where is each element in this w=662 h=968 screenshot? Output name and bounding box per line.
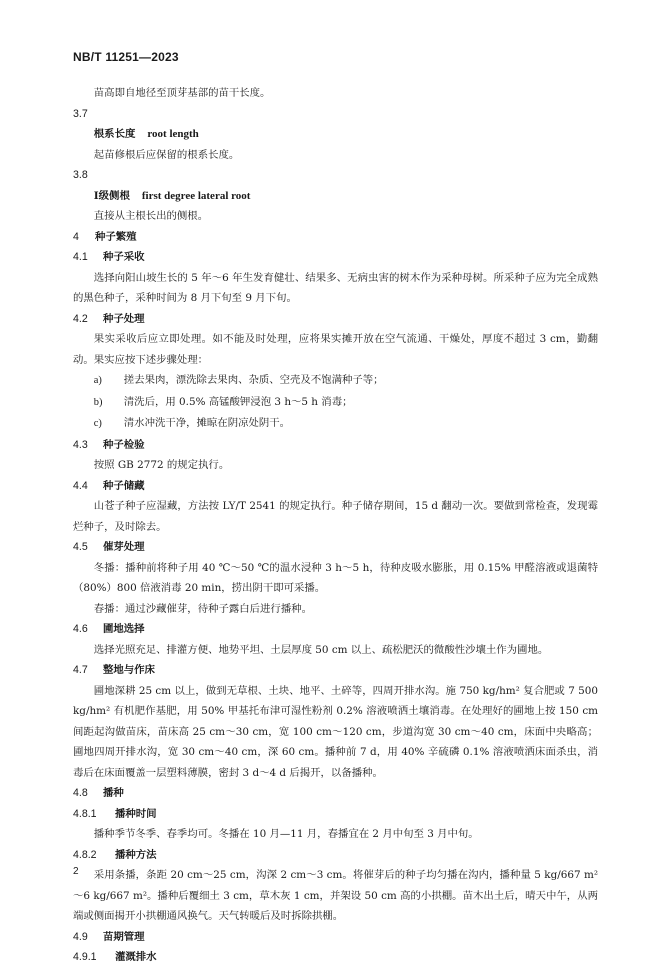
document-body	[73, 83, 598, 968]
section-4-7-text: 圃地深耕 25 cm 以上，做到无草根、土块、地平、土碎等，四周开排水沟。施 750 kg/hm² 复合肥或 7 500 kg/hm² 有机肥作基肥，用 50% 甲基托布津可湿性粉剂 0.2% 溶液喷洒土壤消毒。在处理好的圃地上按 150 cm 间距起沟做苗床，苗床高 25 cm～30 cm，宽 100 cm～120 cm，步道沟宽 30 cm～40 cm，床面中央略高；圃地四周开排水沟，宽 30 cm～40 cm，深 60 cm。播种前 7 d，用 40% 辛硫磷 0.1% 溶液喷洒床面杀虫，消毒后在床面覆盖一层塑料薄膜，密封 3 d～4 d 后揭开，以备播种。	[73, 684, 598, 779]
list-item	[73, 413, 598, 435]
section-number: 4	[73, 230, 79, 243]
page-number: 2	[73, 866, 79, 877]
section-4-heading	[73, 227, 598, 248]
section-4-5-heading	[73, 537, 598, 558]
section-number: 4.8	[73, 787, 88, 799]
list-marker: b)	[93, 396, 103, 408]
section-4-8-2-text: 采用条播，条距 20 cm～25 cm，沟深 2 cm～3 cm。将催芽后的种子均匀播在沟内，播种量 5 kg/667 m²～6 kg/667 m²。播种后覆细土 3 cm，草木灰 1 cm，并架设 50 cm 高的小拱棚。苗木出土后，晴天中午，从两端或侧面揭开小拱棚通风换气。天气转暖后及时拆除拱棚。	[73, 869, 598, 922]
section-title: 种子繁殖	[95, 230, 137, 243]
section-title: 播种时间	[115, 807, 157, 820]
section-title: 苗期管理	[103, 930, 145, 943]
section-title: 灌溉排水	[115, 951, 157, 963]
section-4-7-heading	[73, 660, 598, 681]
section-number: 4.5	[73, 541, 88, 553]
section-title: 播种	[103, 787, 124, 799]
section-number: 4.6	[73, 623, 88, 635]
clause-3-7-term	[73, 124, 598, 145]
section-4-8-1-heading	[73, 804, 598, 825]
section-4-8-1-text: 播种季节冬季、春季均可。冬播在 10 月—11 月，春播宜在 2 月中旬至 3 月中旬。	[93, 828, 479, 840]
section-4-3-text: 按照 GB 2772 的规定执行。	[93, 459, 230, 471]
term-en: root length	[147, 128, 199, 140]
section-4-4-text: 山苍子种子应湿藏，方法按 LY/T 2541 的规定执行。种子储存期间，15 d 翻动一次。要做到常检查，发现霉烂种子，及时除去。	[73, 500, 598, 533]
section-number: 4.2	[73, 312, 88, 325]
list-text: 清洗后，用 0.5% 高锰酸钾浸泡 3 h～5 h 消毒；	[123, 395, 353, 408]
section-4-3-heading	[73, 435, 598, 456]
section-4-1-heading	[73, 247, 598, 268]
section-number: 4.1	[73, 251, 88, 263]
section-title: 催芽处理	[103, 541, 145, 553]
list-text: 清水冲洗干净，摊晾在阴凉处阴干。	[123, 417, 291, 429]
section-4-9-1-heading	[73, 947, 598, 968]
list-item	[73, 392, 598, 414]
section-4-8-2-heading	[73, 845, 598, 866]
section-4-2-text: 果实采收后应立即处理。如不能及时处理，应将果实摊开放在空气流通、干燥处，厚度不超过 3 cm，勤翻动。果实应按下述步骤处理：	[73, 333, 598, 366]
section-title: 种子采收	[103, 251, 145, 263]
section-number: 4.3	[73, 438, 88, 451]
clause-3-8-term	[73, 186, 598, 207]
section-4-5-text-winter: 冬播：播种前将种子用 40 ℃～50 ℃的温水浸种 3 h～5 h，待种皮吸水膨胀，用 0.15% 甲醛溶液或退菌特（80%）800 倍液消毒 20 min，捞出阴干即可采播。	[73, 561, 598, 594]
clause-3-8-number: 3.8	[73, 169, 88, 181]
list-item	[73, 370, 598, 392]
clause-3-7-definition: 起苗修根后应保留的根系长度。	[93, 148, 240, 161]
section-4-6-heading	[73, 619, 598, 640]
list-marker: c)	[93, 418, 102, 429]
section-title: 圃地选择	[103, 623, 145, 635]
section-title: 整地与作床	[103, 664, 155, 676]
term-cn: 根系长度	[93, 128, 136, 140]
section-4-2-heading	[73, 309, 598, 330]
section-title: 播种方法	[115, 848, 157, 861]
section-title: 种子处理	[103, 312, 145, 325]
list-text: 搓去果肉，漂洗除去果肉、杂质、空壳及不饱满种子等；	[123, 374, 384, 386]
clause-3-7-number: 3.7	[73, 107, 88, 120]
section-title: 种子储藏	[103, 479, 145, 492]
term-cn: Ⅰ级侧根	[93, 189, 130, 202]
paragraph-3-6-cont: 苗高即自地径至顶芽基部的苗干长度。	[93, 87, 271, 99]
list-marker: a)	[93, 375, 102, 386]
section-4-8-heading	[73, 783, 598, 804]
section-4-1-text: 选择向阳山坡生长的 5 年～6 年生发育健壮、结果多、无病虫害的树木作为采种母树。所采种子应为完全成熟的黑色种子，采种时间为 8 月下旬至 9 月下旬。	[73, 271, 598, 304]
section-number: 4.7	[73, 664, 88, 676]
section-4-9-heading	[73, 927, 598, 948]
term-en: first degree lateral root	[141, 189, 251, 202]
clause-3-8-definition: 直接从主根长出的侧根。	[93, 210, 209, 222]
section-number: 4.8.1	[73, 807, 97, 820]
standard-code: NB/T 11251—2023	[73, 50, 179, 64]
section-number: 4.8.2	[73, 848, 97, 861]
section-number: 4.4	[73, 479, 88, 492]
section-4-4-heading	[73, 476, 598, 497]
section-4-6-text: 选择光照充足、排灌方便、地势平坦、土层厚度 50 cm 以上、疏松肥沃的微酸性沙壤土作为圃地。	[93, 643, 549, 656]
section-4-5-text-spring: 春播：通过沙藏催芽，待种子露白后进行播种。	[93, 602, 312, 615]
section-number: 4.9.1	[73, 951, 97, 963]
section-title: 种子检验	[103, 438, 145, 451]
section-number: 4.9	[73, 930, 88, 943]
